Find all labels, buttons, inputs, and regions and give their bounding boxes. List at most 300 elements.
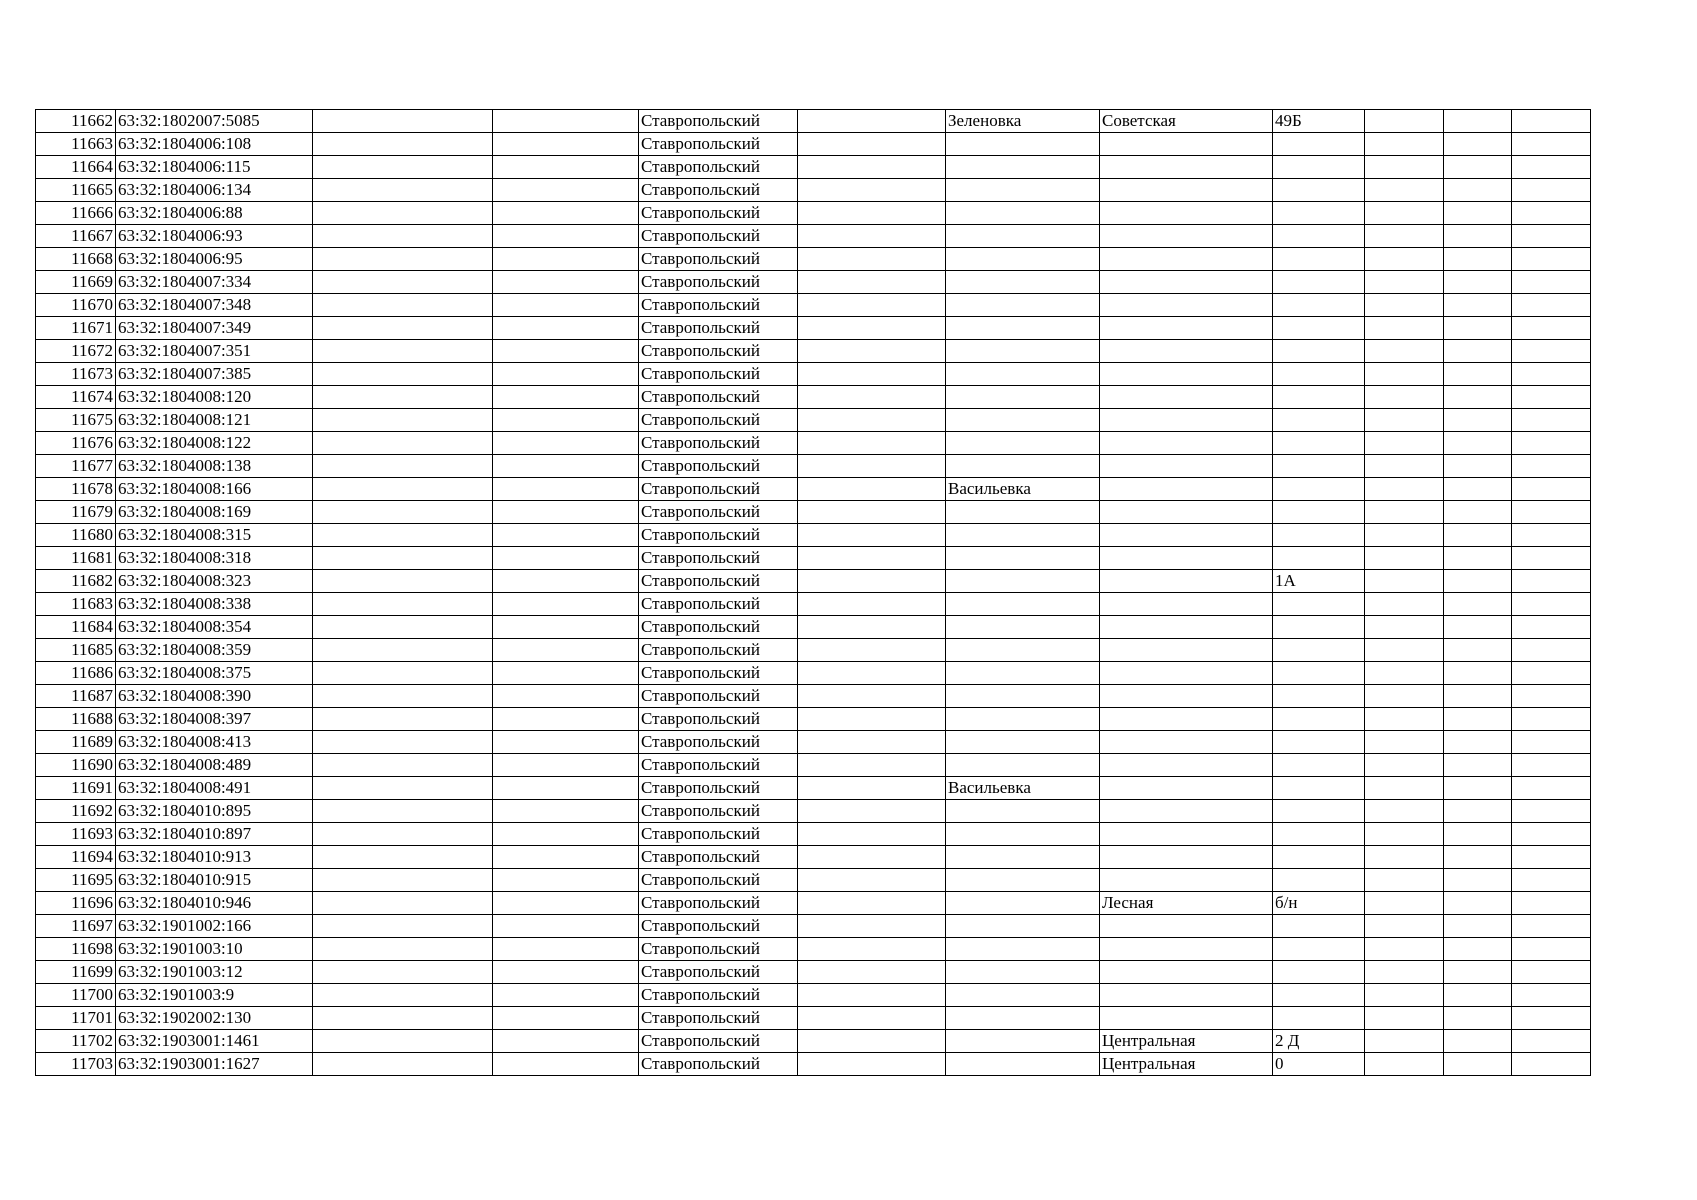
record-number-cell: 11699	[36, 961, 116, 984]
empty-column-4-cell	[493, 501, 639, 524]
record-number-cell: 11664	[36, 156, 116, 179]
empty-column-10-cell	[1365, 731, 1444, 754]
street-cell	[1100, 547, 1273, 570]
cadastral-number-cell: 63:32:1804007:348	[116, 294, 313, 317]
cadastral-number-cell: 63:32:1804008:169	[116, 501, 313, 524]
cadastral-number-cell: 63:32:1901002:166	[116, 915, 313, 938]
empty-column-11-cell	[1444, 708, 1512, 731]
house-number-cell	[1273, 524, 1365, 547]
empty-column-10-cell	[1365, 340, 1444, 363]
empty-column-3-cell	[313, 179, 493, 202]
empty-column-3-cell	[313, 294, 493, 317]
street-cell	[1100, 984, 1273, 1007]
house-number-cell	[1273, 271, 1365, 294]
table-row	[36, 639, 1591, 662]
house-number-cell	[1273, 432, 1365, 455]
empty-column-3-cell	[313, 386, 493, 409]
cadastral-number-cell: 63:32:1903001:1461	[116, 1030, 313, 1053]
empty-column-3-cell	[313, 409, 493, 432]
street-cell	[1100, 202, 1273, 225]
house-number-cell	[1273, 685, 1365, 708]
street-cell	[1100, 708, 1273, 731]
empty-column-12-cell	[1512, 685, 1591, 708]
district-cell: Ставропольский	[639, 961, 798, 984]
street-cell	[1100, 685, 1273, 708]
record-number-cell: 11665	[36, 179, 116, 202]
empty-column-12-cell	[1512, 846, 1591, 869]
empty-column-11-cell	[1444, 869, 1512, 892]
house-number-cell	[1273, 961, 1365, 984]
street-cell	[1100, 478, 1273, 501]
empty-column-10-cell	[1365, 294, 1444, 317]
empty-column-10-cell	[1365, 777, 1444, 800]
table-row	[36, 432, 1591, 455]
empty-column-3-cell	[313, 110, 493, 133]
street-cell	[1100, 409, 1273, 432]
district-cell: Ставропольский	[639, 547, 798, 570]
empty-column-6-cell	[798, 156, 946, 179]
empty-column-3-cell	[313, 133, 493, 156]
district-cell: Ставропольский	[639, 156, 798, 179]
table-row	[36, 248, 1591, 271]
record-number-cell: 11675	[36, 409, 116, 432]
empty-column-3-cell	[313, 202, 493, 225]
empty-column-3-cell	[313, 892, 493, 915]
table-row	[36, 754, 1591, 777]
empty-column-3-cell	[313, 501, 493, 524]
street-cell	[1100, 1007, 1273, 1030]
empty-column-11-cell	[1444, 662, 1512, 685]
house-number-cell	[1273, 938, 1365, 961]
table-row	[36, 593, 1591, 616]
empty-column-4-cell	[493, 662, 639, 685]
district-cell: Ставропольский	[639, 271, 798, 294]
district-cell: Ставропольский	[639, 708, 798, 731]
empty-column-6-cell	[798, 340, 946, 363]
settlement-cell	[946, 823, 1100, 846]
house-number-cell	[1273, 386, 1365, 409]
empty-column-12-cell	[1512, 961, 1591, 984]
empty-column-3-cell	[313, 455, 493, 478]
table-row	[36, 915, 1591, 938]
empty-column-6-cell	[798, 662, 946, 685]
record-number-cell: 11688	[36, 708, 116, 731]
street-cell: Центральная	[1100, 1053, 1273, 1076]
empty-column-6-cell	[798, 478, 946, 501]
district-cell: Ставропольский	[639, 478, 798, 501]
empty-column-10-cell	[1365, 110, 1444, 133]
table-row	[36, 708, 1591, 731]
table-row	[36, 961, 1591, 984]
table-row	[36, 202, 1591, 225]
house-number-cell: 49Б	[1273, 110, 1365, 133]
empty-column-3-cell	[313, 524, 493, 547]
empty-column-11-cell	[1444, 938, 1512, 961]
street-cell	[1100, 593, 1273, 616]
empty-column-10-cell	[1365, 363, 1444, 386]
table-row	[36, 133, 1591, 156]
district-cell: Ставропольский	[639, 593, 798, 616]
empty-column-12-cell	[1512, 639, 1591, 662]
empty-column-6-cell	[798, 202, 946, 225]
record-number-cell: 11683	[36, 593, 116, 616]
street-cell	[1100, 363, 1273, 386]
empty-column-6-cell	[798, 110, 946, 133]
empty-column-4-cell	[493, 547, 639, 570]
settlement-cell	[946, 524, 1100, 547]
empty-column-12-cell	[1512, 409, 1591, 432]
empty-column-11-cell	[1444, 1053, 1512, 1076]
empty-column-10-cell	[1365, 478, 1444, 501]
empty-column-11-cell	[1444, 340, 1512, 363]
settlement-cell	[946, 248, 1100, 271]
empty-column-12-cell	[1512, 271, 1591, 294]
empty-column-3-cell	[313, 685, 493, 708]
empty-column-11-cell	[1444, 731, 1512, 754]
empty-column-6-cell	[798, 593, 946, 616]
street-cell: Центральная	[1100, 1030, 1273, 1053]
cadastral-number-cell: 63:32:1804008:120	[116, 386, 313, 409]
district-cell: Ставропольский	[639, 524, 798, 547]
house-number-cell	[1273, 156, 1365, 179]
house-number-cell	[1273, 662, 1365, 685]
empty-column-4-cell	[493, 961, 639, 984]
street-cell	[1100, 179, 1273, 202]
settlement-cell	[946, 846, 1100, 869]
district-cell: Ставропольский	[639, 846, 798, 869]
empty-column-6-cell	[798, 869, 946, 892]
empty-column-11-cell	[1444, 570, 1512, 593]
empty-column-4-cell	[493, 869, 639, 892]
empty-column-10-cell	[1365, 639, 1444, 662]
empty-column-4-cell	[493, 754, 639, 777]
house-number-cell	[1273, 984, 1365, 1007]
house-number-cell	[1273, 317, 1365, 340]
empty-column-12-cell	[1512, 1030, 1591, 1053]
cadastral-number-cell: 63:32:1804006:134	[116, 179, 313, 202]
empty-column-6-cell	[798, 800, 946, 823]
empty-column-6-cell	[798, 179, 946, 202]
settlement-cell	[946, 984, 1100, 1007]
record-number-cell: 11687	[36, 685, 116, 708]
empty-column-3-cell	[313, 708, 493, 731]
empty-column-6-cell	[798, 616, 946, 639]
cadastral-number-cell: 63:32:1804008:375	[116, 662, 313, 685]
empty-column-4-cell	[493, 432, 639, 455]
district-cell: Ставропольский	[639, 294, 798, 317]
cadastral-number-cell: 63:32:1804008:318	[116, 547, 313, 570]
empty-column-11-cell	[1444, 110, 1512, 133]
settlement-cell	[946, 1007, 1100, 1030]
empty-column-10-cell	[1365, 133, 1444, 156]
record-number-cell: 11685	[36, 639, 116, 662]
house-number-cell	[1273, 547, 1365, 570]
empty-column-6-cell	[798, 685, 946, 708]
district-cell: Ставропольский	[639, 915, 798, 938]
empty-column-10-cell	[1365, 179, 1444, 202]
empty-column-6-cell	[798, 570, 946, 593]
empty-column-6-cell	[798, 271, 946, 294]
empty-column-10-cell	[1365, 317, 1444, 340]
record-number-cell: 11670	[36, 294, 116, 317]
empty-column-10-cell	[1365, 547, 1444, 570]
cadastral-number-cell: 63:32:1804008:338	[116, 593, 313, 616]
table-row	[36, 777, 1591, 800]
settlement-cell	[946, 593, 1100, 616]
settlement-cell	[946, 731, 1100, 754]
record-number-cell: 11692	[36, 800, 116, 823]
record-number-cell: 11671	[36, 317, 116, 340]
empty-column-11-cell	[1444, 133, 1512, 156]
house-number-cell	[1273, 777, 1365, 800]
empty-column-12-cell	[1512, 616, 1591, 639]
district-cell: Ставропольский	[639, 409, 798, 432]
cadastral-number-cell: 63:32:1804006:93	[116, 225, 313, 248]
empty-column-6-cell	[798, 363, 946, 386]
settlement-cell	[946, 961, 1100, 984]
empty-column-10-cell	[1365, 1030, 1444, 1053]
district-cell: Ставропольский	[639, 731, 798, 754]
record-number-cell: 11680	[36, 524, 116, 547]
settlement-cell	[946, 570, 1100, 593]
empty-column-10-cell	[1365, 846, 1444, 869]
table-row	[36, 363, 1591, 386]
street-cell	[1100, 524, 1273, 547]
street-cell	[1100, 225, 1273, 248]
settlement-cell	[946, 754, 1100, 777]
house-number-cell: 1А	[1273, 570, 1365, 593]
table-row	[36, 984, 1591, 1007]
empty-column-3-cell	[313, 547, 493, 570]
empty-column-6-cell	[798, 1007, 946, 1030]
settlement-cell	[946, 892, 1100, 915]
empty-column-12-cell	[1512, 708, 1591, 731]
table-row	[36, 1007, 1591, 1030]
empty-column-6-cell	[798, 754, 946, 777]
empty-column-10-cell	[1365, 616, 1444, 639]
street-cell	[1100, 731, 1273, 754]
table-row	[36, 409, 1591, 432]
street-cell	[1100, 432, 1273, 455]
empty-column-11-cell	[1444, 294, 1512, 317]
street-cell	[1100, 570, 1273, 593]
record-number-cell: 11679	[36, 501, 116, 524]
street-cell	[1100, 317, 1273, 340]
empty-column-11-cell	[1444, 271, 1512, 294]
settlement-cell	[946, 363, 1100, 386]
district-cell: Ставропольский	[639, 340, 798, 363]
settlement-cell	[946, 294, 1100, 317]
house-number-cell	[1273, 179, 1365, 202]
empty-column-4-cell	[493, 271, 639, 294]
empty-column-11-cell	[1444, 639, 1512, 662]
empty-column-3-cell	[313, 317, 493, 340]
house-number-cell	[1273, 409, 1365, 432]
empty-column-3-cell	[313, 478, 493, 501]
record-number-cell: 11701	[36, 1007, 116, 1030]
settlement-cell	[946, 501, 1100, 524]
cadastral-number-cell: 63:32:1804008:122	[116, 432, 313, 455]
table-row	[36, 156, 1591, 179]
table-row	[36, 179, 1591, 202]
table-row	[36, 524, 1591, 547]
house-number-cell	[1273, 731, 1365, 754]
empty-column-4-cell	[493, 133, 639, 156]
empty-column-3-cell	[313, 869, 493, 892]
empty-column-4-cell	[493, 639, 639, 662]
empty-column-6-cell	[798, 846, 946, 869]
settlement-cell	[946, 156, 1100, 179]
table-row	[36, 317, 1591, 340]
empty-column-12-cell	[1512, 524, 1591, 547]
empty-column-3-cell	[313, 248, 493, 271]
cadastral-number-cell: 63:32:1804006:88	[116, 202, 313, 225]
record-number-cell: 11691	[36, 777, 116, 800]
cadastral-number-cell: 63:32:1804010:915	[116, 869, 313, 892]
empty-column-11-cell	[1444, 915, 1512, 938]
district-cell: Ставропольский	[639, 133, 798, 156]
district-cell: Ставропольский	[639, 1007, 798, 1030]
record-number-cell: 11686	[36, 662, 116, 685]
empty-column-6-cell	[798, 524, 946, 547]
empty-column-3-cell	[313, 754, 493, 777]
house-number-cell	[1273, 501, 1365, 524]
table-row	[36, 1030, 1591, 1053]
cadastral-number-cell: 63:32:1804010:946	[116, 892, 313, 915]
empty-column-11-cell	[1444, 225, 1512, 248]
record-number-cell: 11682	[36, 570, 116, 593]
empty-column-4-cell	[493, 915, 639, 938]
house-number-cell	[1273, 708, 1365, 731]
empty-column-11-cell	[1444, 800, 1512, 823]
settlement-cell: Васильевка	[946, 478, 1100, 501]
district-cell: Ставропольский	[639, 225, 798, 248]
street-cell	[1100, 639, 1273, 662]
empty-column-11-cell	[1444, 179, 1512, 202]
settlement-cell	[946, 685, 1100, 708]
empty-column-12-cell	[1512, 179, 1591, 202]
table-row	[36, 455, 1591, 478]
empty-column-3-cell	[313, 731, 493, 754]
table-row	[36, 271, 1591, 294]
empty-column-10-cell	[1365, 708, 1444, 731]
empty-column-6-cell	[798, 501, 946, 524]
table-row	[36, 386, 1591, 409]
record-number-cell: 11674	[36, 386, 116, 409]
district-cell: Ставропольский	[639, 754, 798, 777]
empty-column-3-cell	[313, 662, 493, 685]
empty-column-4-cell	[493, 524, 639, 547]
empty-column-6-cell	[798, 777, 946, 800]
empty-column-4-cell	[493, 938, 639, 961]
empty-column-10-cell	[1365, 593, 1444, 616]
settlement-cell: Зеленовка	[946, 110, 1100, 133]
empty-column-10-cell	[1365, 248, 1444, 271]
table-row	[36, 731, 1591, 754]
empty-column-11-cell	[1444, 961, 1512, 984]
empty-column-4-cell	[493, 708, 639, 731]
empty-column-12-cell	[1512, 340, 1591, 363]
empty-column-11-cell	[1444, 593, 1512, 616]
house-number-cell	[1273, 616, 1365, 639]
record-number-cell: 11703	[36, 1053, 116, 1076]
record-number-cell: 11667	[36, 225, 116, 248]
settlement-cell	[946, 708, 1100, 731]
street-cell	[1100, 133, 1273, 156]
table-row	[36, 547, 1591, 570]
empty-column-6-cell	[798, 823, 946, 846]
street-cell	[1100, 938, 1273, 961]
district-cell: Ставропольский	[639, 892, 798, 915]
empty-column-10-cell	[1365, 409, 1444, 432]
empty-column-12-cell	[1512, 777, 1591, 800]
street-cell	[1100, 294, 1273, 317]
record-number-cell: 11668	[36, 248, 116, 271]
table-row	[36, 938, 1591, 961]
table-row	[36, 225, 1591, 248]
house-number-cell	[1273, 639, 1365, 662]
settlement-cell	[946, 225, 1100, 248]
empty-column-6-cell	[798, 639, 946, 662]
empty-column-3-cell	[313, 363, 493, 386]
house-number-cell	[1273, 823, 1365, 846]
cadastral-number-cell: 63:32:1804006:115	[116, 156, 313, 179]
district-cell: Ставропольский	[639, 800, 798, 823]
district-cell: Ставропольский	[639, 938, 798, 961]
empty-column-10-cell	[1365, 156, 1444, 179]
district-cell: Ставропольский	[639, 570, 798, 593]
empty-column-4-cell	[493, 340, 639, 363]
empty-column-4-cell	[493, 616, 639, 639]
settlement-cell	[946, 133, 1100, 156]
empty-column-11-cell	[1444, 754, 1512, 777]
empty-column-3-cell	[313, 1030, 493, 1053]
empty-column-10-cell	[1365, 754, 1444, 777]
record-number-cell: 11672	[36, 340, 116, 363]
district-cell: Ставропольский	[639, 777, 798, 800]
record-number-cell: 11696	[36, 892, 116, 915]
empty-column-4-cell	[493, 1053, 639, 1076]
empty-column-11-cell	[1444, 386, 1512, 409]
empty-column-12-cell	[1512, 225, 1591, 248]
street-cell	[1100, 340, 1273, 363]
district-cell: Ставропольский	[639, 386, 798, 409]
empty-column-4-cell	[493, 823, 639, 846]
empty-column-4-cell	[493, 1007, 639, 1030]
empty-column-6-cell	[798, 892, 946, 915]
record-number-cell: 11684	[36, 616, 116, 639]
empty-column-10-cell	[1365, 685, 1444, 708]
house-number-cell	[1273, 869, 1365, 892]
house-number-cell	[1273, 294, 1365, 317]
record-number-cell: 11689	[36, 731, 116, 754]
table-row	[36, 846, 1591, 869]
house-number-cell: 2 Д	[1273, 1030, 1365, 1053]
record-number-cell: 11690	[36, 754, 116, 777]
record-number-cell: 11694	[36, 846, 116, 869]
empty-column-6-cell	[798, 731, 946, 754]
empty-column-4-cell	[493, 800, 639, 823]
street-cell	[1100, 248, 1273, 271]
table-row	[36, 616, 1591, 639]
cadastral-number-cell: 63:32:1804008:397	[116, 708, 313, 731]
empty-column-4-cell	[493, 179, 639, 202]
street-cell	[1100, 823, 1273, 846]
empty-column-6-cell	[798, 455, 946, 478]
empty-column-11-cell	[1444, 432, 1512, 455]
empty-column-6-cell	[798, 294, 946, 317]
empty-column-3-cell	[313, 984, 493, 1007]
